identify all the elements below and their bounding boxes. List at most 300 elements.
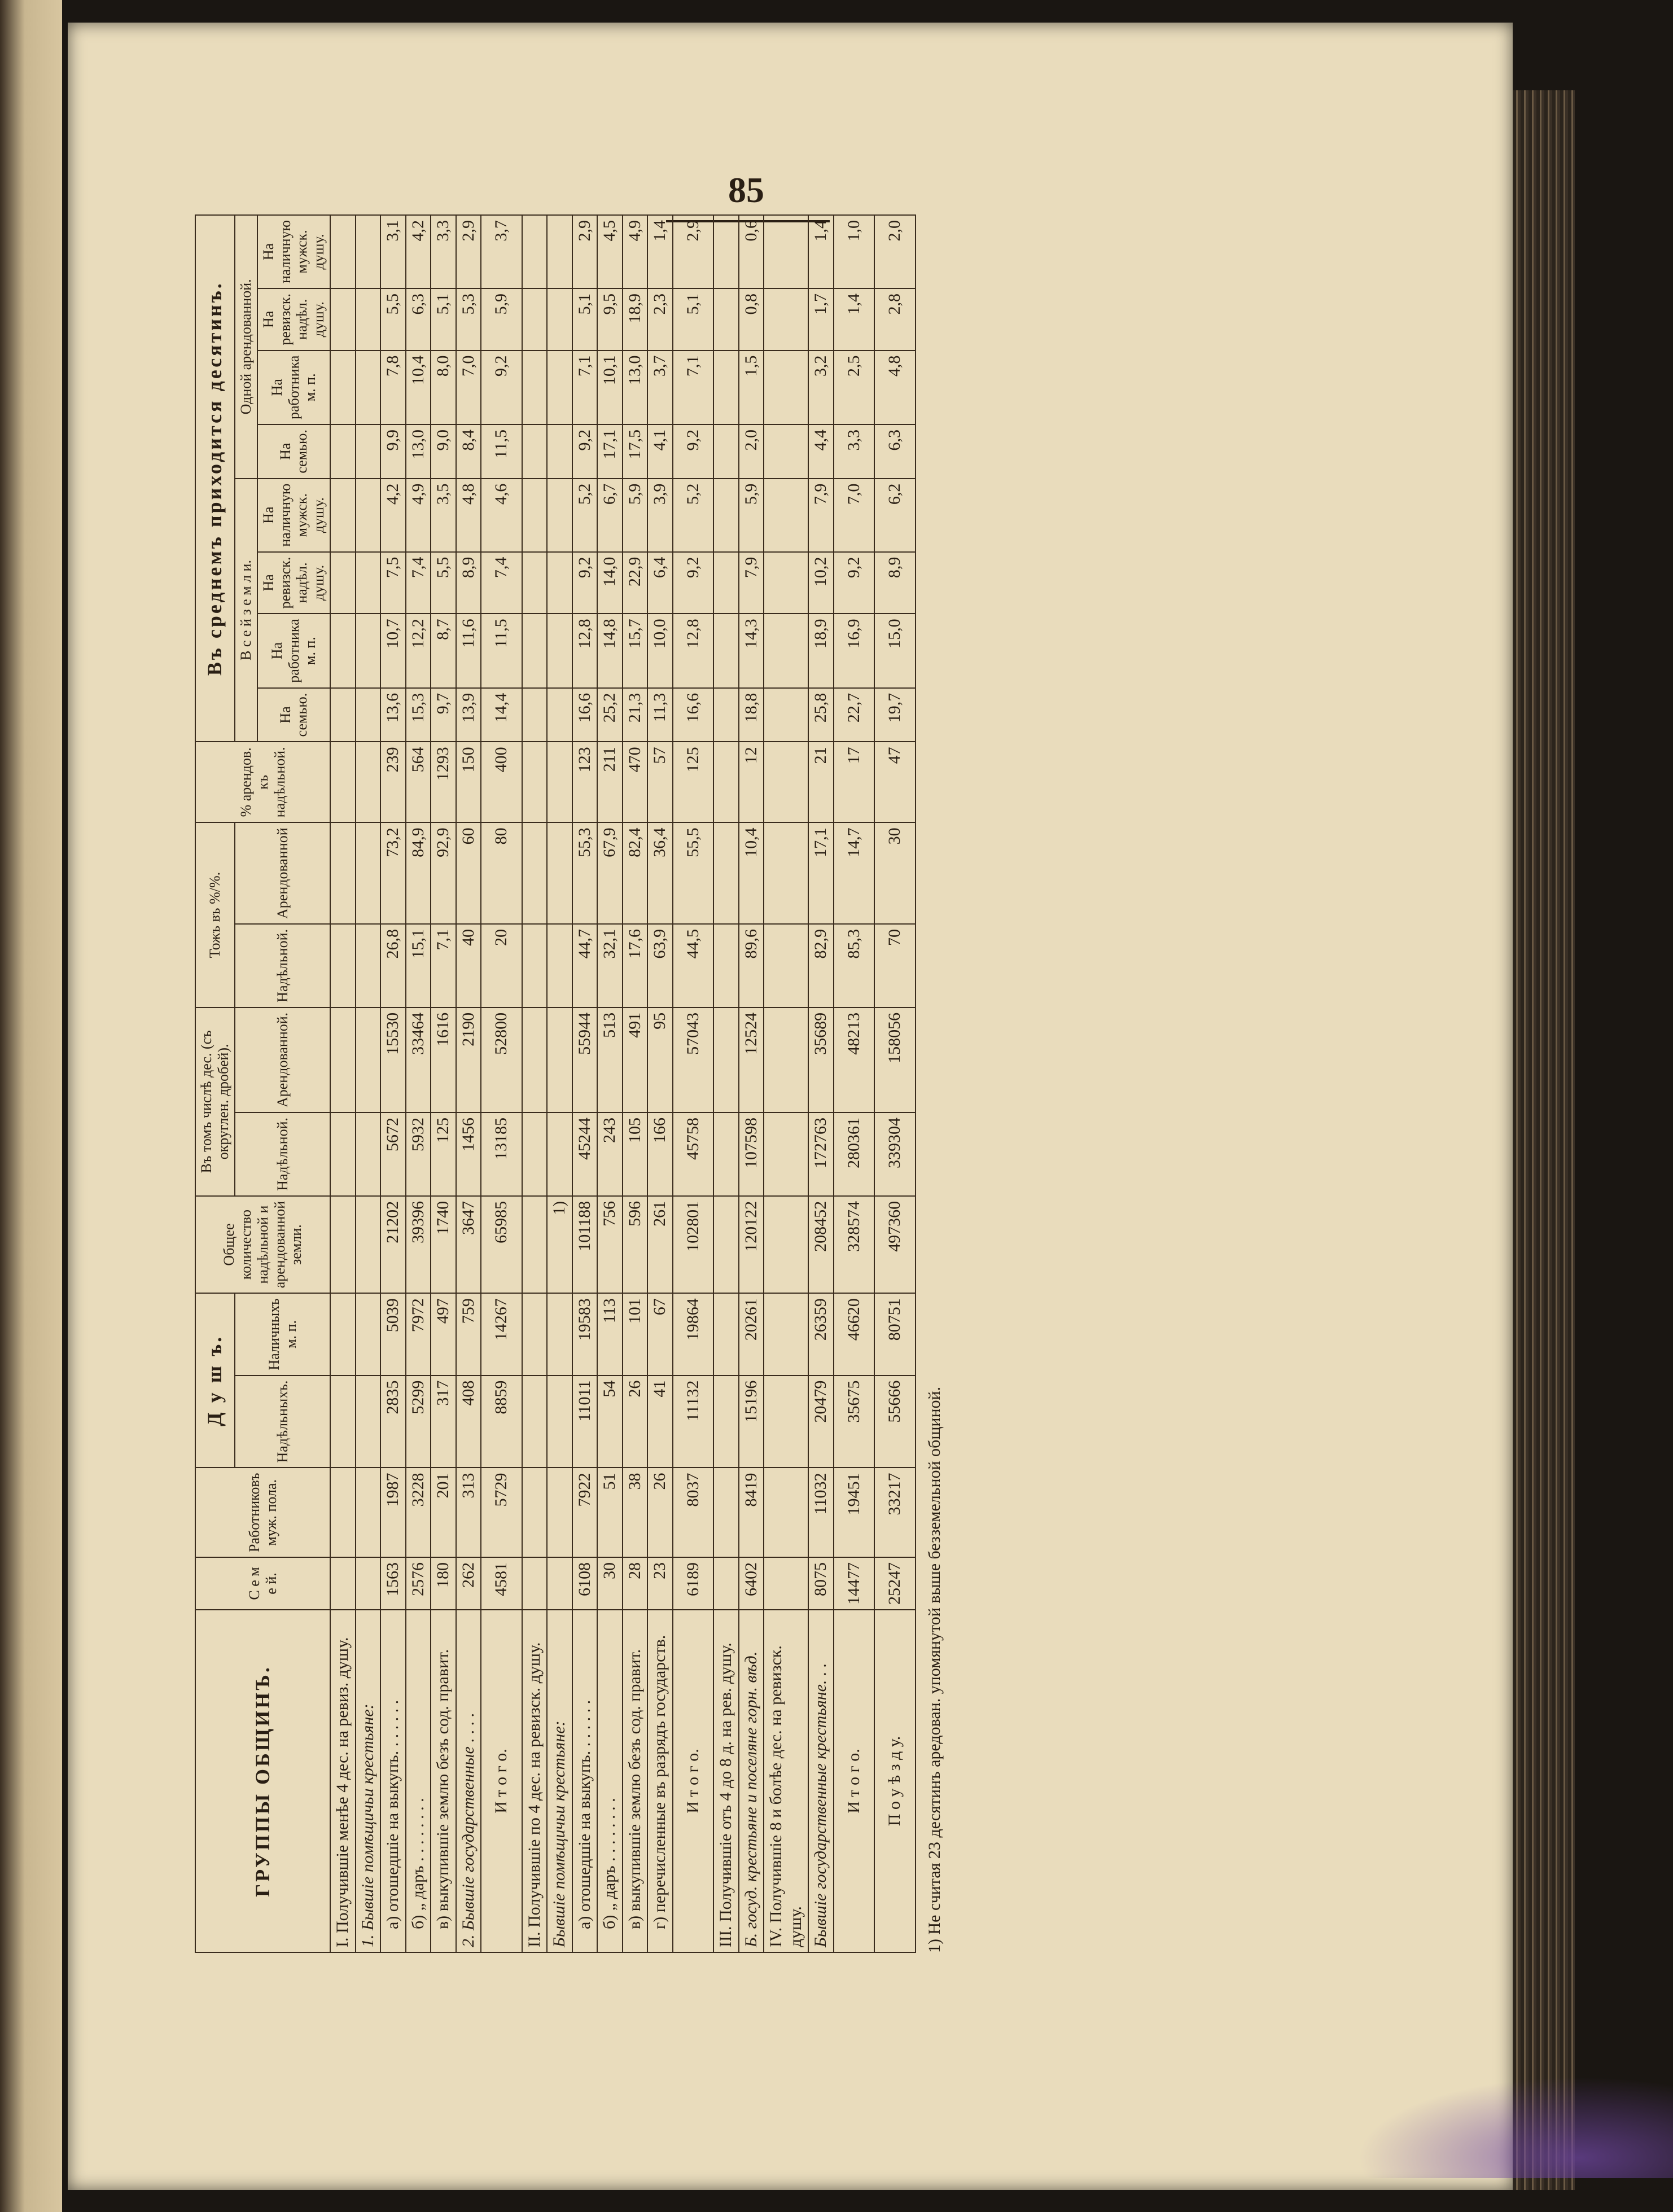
table-row [406,215,431,1952]
table-cell: 261 [647,1196,673,1293]
table-cell: 80 [481,822,522,924]
col-all-per-worker: На работника м. п. [257,614,331,687]
col-rent-per-rev-soul: На ревизск. надѣл. душу. [257,288,331,351]
table-cell [713,1557,739,1610]
table-cell: 9,0 [431,424,456,479]
table-cell: 11,5 [481,424,522,479]
table-cell: 5299 [406,1376,431,1468]
table-cell [713,1196,739,1293]
table-cell: 5,2 [572,479,598,552]
table-cell: 6,3 [874,424,916,479]
statistics-table-rotated [195,214,1538,1953]
table-cell: 513 [597,1008,623,1112]
table-cell: 7,1 [673,351,714,424]
table-cell [713,688,739,742]
table-cell: 3,9 [647,479,673,552]
table-cell [522,1008,548,1112]
table-cell: 67,9 [597,822,623,924]
table-cell: 54 [597,1376,623,1468]
table-cell: 9,2 [673,552,714,614]
table-cell [522,479,548,552]
table-cell: 201 [431,1468,456,1557]
table-cell: 11132 [673,1376,714,1468]
table-cell: 21,3 [623,688,648,742]
table-cell [713,614,739,687]
row-label: Бывшіе помѣщичьи крестьяне: [547,1610,572,1952]
table-cell: 3,2 [808,351,834,424]
col-groups: ГРУППЫ ОБЩИНЪ. [195,1610,330,1952]
table-cell: 15530 [380,1008,406,1112]
table-cell: 1616 [431,1008,456,1112]
table-row [808,215,834,1952]
table-cell: 18,9 [808,614,834,687]
table-cell: 2,9 [673,215,714,288]
table-cell: 44,7 [572,924,598,1008]
table-cell: 11,6 [456,614,481,687]
table-cell: 5,9 [623,479,648,552]
table-cell: 73,2 [380,822,406,924]
table-cell: 1293 [431,742,456,822]
table-cell: 5,1 [431,288,456,351]
table-cell [713,288,739,351]
table-cell [330,1196,356,1293]
table-cell: 7,9 [808,479,834,552]
table-cell [713,552,739,614]
table-cell: 491 [623,1008,648,1112]
table-cell: 101188 [572,1196,598,1293]
table-cell: 1) [547,1196,572,1293]
table-cell: 2,9 [456,215,481,288]
table-cell: 211 [597,742,623,822]
table-cell: 18,9 [623,288,648,351]
table-cell [547,924,572,1008]
table-cell: 30 [597,1557,623,1610]
table-cell [764,1112,808,1196]
table-cell: 8,4 [456,424,481,479]
table-cell: 339304 [874,1112,916,1196]
table-cell [547,351,572,424]
table-cell: 22,7 [834,688,875,742]
table-cell [356,1196,381,1293]
row-label: б) „ даръ . . . . . . . . [597,1610,623,1952]
table-cell [547,742,572,822]
table-cell [522,1196,548,1293]
table-cell: 55666 [874,1376,916,1468]
table-cell: 470 [623,742,648,822]
table-cell: 55,5 [673,822,714,924]
table-cell [356,614,381,687]
table-cell: 26 [647,1468,673,1557]
table-cell: 262 [456,1557,481,1610]
table-cell: 33464 [406,1008,431,1112]
table-cell: 57 [647,742,673,822]
table-cell: 26359 [808,1293,834,1375]
table-cell [522,424,548,479]
table-cell [356,351,381,424]
table-cell: 19583 [572,1293,598,1375]
table-cell [356,742,381,822]
table-cell: 2,0 [739,424,764,479]
table-cell: 45758 [673,1112,714,1196]
table-cell: 208452 [808,1196,834,1293]
table-cell: 3,7 [647,351,673,424]
table-cell: 11011 [572,1376,598,1468]
table-cell: 1740 [431,1196,456,1293]
table-cell: 45244 [572,1112,598,1196]
table-row [456,215,481,1952]
table-cell: 123 [572,742,598,822]
table-cell [547,479,572,552]
row-label: б) „ даръ . . . . . . . . [406,1610,431,1952]
table-cell [522,1293,548,1375]
table-cell: 328574 [834,1196,875,1293]
col-souls-present: Наличныхъ м. п. [235,1293,330,1375]
table-cell: 85,3 [834,924,875,1008]
table-cell [330,742,356,822]
table-cell: 9,9 [380,424,406,479]
table-cell: 105 [623,1112,648,1196]
table-cell: 19864 [673,1293,714,1375]
table-cell: 15196 [739,1376,764,1468]
table-cell: 19451 [834,1468,875,1557]
table-cell: 280361 [834,1112,875,1196]
table-cell [330,215,356,288]
table-cell: 4,4 [808,424,834,479]
table-cell [713,1112,739,1196]
table-cell: 7972 [406,1293,431,1375]
row-label: 2. Бывшіе государственные . . . . [456,1610,481,1952]
table-cell: 16,9 [834,614,875,687]
table-cell: 5,5 [380,288,406,351]
table-cell: 33217 [874,1468,916,1557]
col-rent-per-family: На семью. [257,424,331,479]
table-cell: 7,9 [739,552,764,614]
table-cell: 17,6 [623,924,648,1008]
table-cell: 20261 [739,1293,764,1375]
table-cell: 17,1 [597,424,623,479]
table-cell: 4,9 [623,215,648,288]
table-cell [764,688,808,742]
table-cell: 14,8 [597,614,623,687]
table-cell: 243 [597,1112,623,1196]
table-cell: 17,5 [623,424,648,479]
table-cell [330,688,356,742]
table-cell: 5729 [481,1468,522,1557]
table-cell: 70 [874,924,916,1008]
table-cell [330,288,356,351]
table-cell: 15,1 [406,924,431,1008]
table-cell: 1,0 [834,215,875,288]
table-cell [713,742,739,822]
table-cell: 113 [597,1293,623,1375]
table-cell: 23 [647,1557,673,1610]
table-cell: 497360 [874,1196,916,1293]
table-cell: 47 [874,742,916,822]
table-row [673,215,714,1952]
table-cell [356,479,381,552]
table-cell: 9,5 [597,288,623,351]
table-row [380,215,406,1952]
table-cell: 20479 [808,1376,834,1468]
table-cell [547,1557,572,1610]
table-cell: 14,3 [739,614,764,687]
table-cell: 4,2 [406,215,431,288]
table-cell: 11,3 [647,688,673,742]
table-cell: 120122 [739,1196,764,1293]
table-cell [330,351,356,424]
table-cell: 5,9 [481,288,522,351]
table-cell: 39396 [406,1196,431,1293]
table-cell: 10,7 [380,614,406,687]
table-cell: 25,8 [808,688,834,742]
table-cell [356,215,381,288]
table-row [647,215,673,1952]
table-cell: 32,1 [597,924,623,1008]
table-cell: 2835 [380,1376,406,1468]
table-row [522,215,548,1952]
row-label: в) выкупившіе землю безъ сод. правит. [431,1610,456,1952]
table-cell [330,924,356,1008]
col-souls: Д у ш ъ. [195,1293,235,1468]
table-cell: 11,5 [481,614,522,687]
table-row [874,215,916,1952]
row-label: а) отошедшіе на выкупъ. . . . . . . [380,1610,406,1952]
table-cell [764,614,808,687]
table-cell: 14,4 [481,688,522,742]
table-cell: 55944 [572,1008,598,1112]
table-cell: 4,5 [597,215,623,288]
table-cell: 60 [456,822,481,924]
table-cell: 7,1 [572,351,598,424]
table-cell: 1987 [380,1468,406,1557]
table-cell: 5672 [380,1112,406,1196]
table-cell [330,552,356,614]
table-cell: 2576 [406,1557,431,1610]
table-cell [547,215,572,288]
table-cell: 35689 [808,1008,834,1112]
table-cell: 158056 [874,1008,916,1112]
table-cell [764,1196,808,1293]
table-cell [356,1008,381,1112]
table-cell: 3,3 [431,215,456,288]
col-all-per-family: На семью. [257,688,331,742]
table-cell: 313 [456,1468,481,1557]
table-cell: 239 [380,742,406,822]
table-cell: 10,4 [739,822,764,924]
table-cell: 15,3 [406,688,431,742]
table-cell: 759 [456,1293,481,1375]
table-cell: 9,2 [673,424,714,479]
table-cell: 102801 [673,1196,714,1293]
table-cell: 4,8 [874,351,916,424]
table-cell: 82,9 [808,924,834,1008]
table-cell: 48213 [834,1008,875,1112]
table-cell: 7,0 [456,351,481,424]
table-cell: 13185 [481,1112,522,1196]
row-label: Бывшіе государственные крестьяне. . . [808,1610,834,1952]
col-incl-rented: Арендованной. [235,1008,330,1112]
table-cell [764,1557,808,1610]
table-cell [713,479,739,552]
table-cell: 14267 [481,1293,522,1375]
table-cell: 8419 [739,1468,764,1557]
table-row [330,215,356,1952]
table-cell [356,688,381,742]
row-label: II. Получившіе по 4 дес. на ревизск. душу. [522,1610,548,1952]
table-cell: 596 [623,1196,648,1293]
table-cell [764,288,808,351]
table-cell: 46620 [834,1293,875,1375]
table-row [572,215,598,1952]
table-cell [713,424,739,479]
table-cell: 6108 [572,1557,598,1610]
table-cell: 9,7 [431,688,456,742]
table-cell: 2190 [456,1008,481,1112]
table-cell: 5,3 [456,288,481,351]
table-cell [764,552,808,614]
row-label: Б. госуд. крестьяне и поселяне горн. вѣд. [739,1610,764,1952]
table-cell [356,1557,381,1610]
table-cell: 180 [431,1557,456,1610]
col-workers: Работниковъ муж. пола. [195,1468,330,1557]
table-cell [764,1293,808,1375]
table-cell: 1456 [456,1112,481,1196]
table-cell: 9,2 [572,552,598,614]
table-cell: 166 [647,1112,673,1196]
table-cell: 35675 [834,1376,875,1468]
table-cell [356,424,381,479]
col-rent-per-worker: На работника м. п. [257,351,331,424]
table-cell [713,1376,739,1468]
table-cell [522,1557,548,1610]
col-average: Въ среднемъ приходится десятинъ. [195,215,235,742]
table-cell [356,1376,381,1468]
table-cell: 317 [431,1376,456,1468]
table-cell: 125 [431,1112,456,1196]
table-cell: 8,9 [874,552,916,614]
row-label: а) отошедшіе на выкупъ. . . . . . . [572,1610,598,1952]
table-cell [356,924,381,1008]
row-label: И т о г о. [673,1610,714,1952]
table-cell: 7,0 [834,479,875,552]
table-cell: 10,1 [597,351,623,424]
table-cell: 7922 [572,1468,598,1557]
table-cell: 92,9 [431,822,456,924]
table-cell: 756 [597,1196,623,1293]
table-cell: 18,8 [739,688,764,742]
ink-stain [1357,2077,1673,2178]
table-cell: 9,2 [834,552,875,614]
table-cell: 8,7 [431,614,456,687]
table-cell: 2,3 [647,288,673,351]
row-label: П о у ѣ з д у. [874,1610,916,1952]
table-cell: 1,4 [834,288,875,351]
table-cell: 12524 [739,1008,764,1112]
table-cell: 30 [874,822,916,924]
table-row [623,215,648,1952]
row-label: III. Получившіе отъ 4 до 8 д. на рев. душу. [713,1610,739,1952]
table-cell: 497 [431,1293,456,1375]
table-cell: 3647 [456,1196,481,1293]
table-cell [713,1293,739,1375]
table-cell: 8075 [808,1557,834,1610]
table-cell [764,1008,808,1112]
table-cell [713,215,739,288]
table-cell: 10,2 [808,552,834,614]
table-cell: 51 [597,1468,623,1557]
table-cell: 8,9 [456,552,481,614]
table-cell: 150 [456,742,481,822]
table-cell [713,924,739,1008]
col-incl-allotment: Надѣльной. [235,1112,330,1196]
table-cell [522,1112,548,1196]
table-cell [522,552,548,614]
table-cell: 6402 [739,1557,764,1610]
table-cell: 1,7 [808,288,834,351]
table-cell: 12,8 [572,614,598,687]
table-cell: 14,7 [834,822,875,924]
table-row [834,215,875,1952]
table-cell [330,424,356,479]
table-cell: 9,2 [481,351,522,424]
table-cell: 40 [456,924,481,1008]
table-cell [764,479,808,552]
row-label: IV. Получившіе 8 и болѣе дес. на ревизск. душу. [764,1610,808,1952]
table-cell: 14477 [834,1557,875,1610]
table-cell: 19,7 [874,688,916,742]
table-row [739,215,764,1952]
table-cell: 8037 [673,1468,714,1557]
table-cell [330,822,356,924]
table-cell: 3228 [406,1468,431,1557]
table-cell [522,351,548,424]
table-cell: 5,9 [739,479,764,552]
table-cell [764,924,808,1008]
table-cell: 6189 [673,1557,714,1610]
table-cell: 95 [647,1008,673,1112]
table-cell: 3,3 [834,424,875,479]
table-row [481,215,522,1952]
statistics-table [195,214,916,1953]
table-cell: 13,0 [406,424,431,479]
col-pct-allotment: Надѣльной. [235,924,330,1008]
table-row [431,215,456,1952]
table-cell: 82,4 [623,822,648,924]
left-page-edge [0,0,62,2212]
table-cell [547,552,572,614]
table-cell: 63,9 [647,924,673,1008]
table-cell: 12,8 [673,614,714,687]
table-cell [330,1468,356,1557]
table-cell: 16,6 [572,688,598,742]
table-cell [330,1112,356,1196]
table-cell [522,1376,548,1468]
table-cell [330,1008,356,1112]
col-same-pct: Тожъ въ %/%. [195,822,235,1008]
table-cell: 11032 [808,1468,834,1557]
table-cell: 6,4 [647,552,673,614]
row-label: I. Получившіе менѣе 4 дес. на ревиз. душу. [330,1610,356,1952]
row-label: 1. Бывшіе помѣщичьи крестьяне: [356,1610,381,1952]
table-cell: 7,5 [380,552,406,614]
footnote: 1) Не считая 23 десятинъ аредован. упомянутой выше безземельной общиной. [925,1386,944,1953]
table-cell: 21 [808,742,834,822]
table-cell: 26,8 [380,924,406,1008]
table-cell: 17,1 [808,822,834,924]
table-cell [547,614,572,687]
table-cell: 2,9 [572,215,598,288]
table-cell: 107598 [739,1112,764,1196]
